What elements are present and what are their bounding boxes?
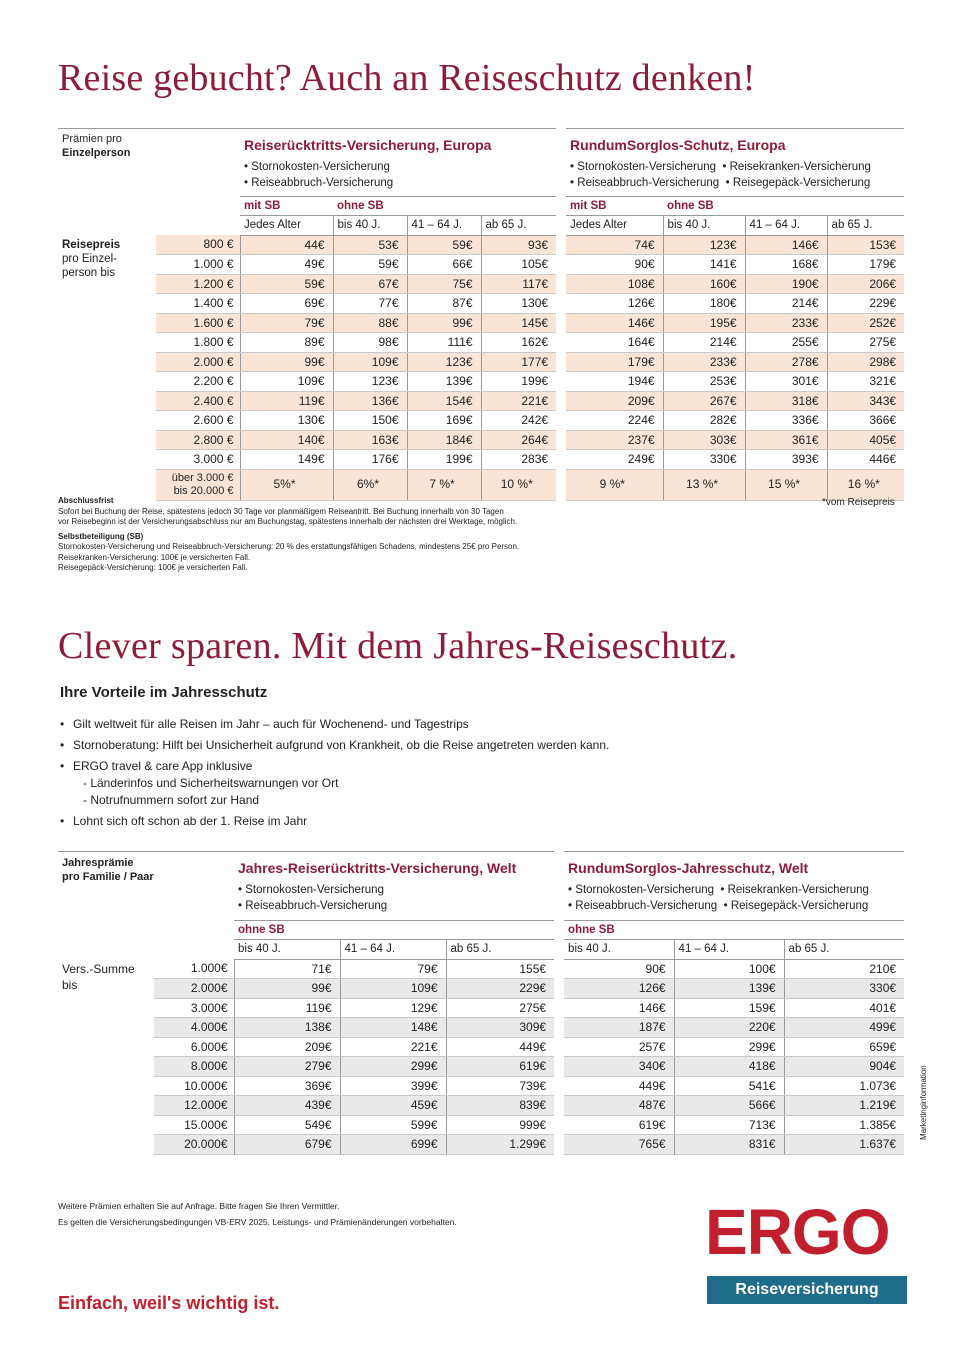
price-cell: 242€ <box>481 411 556 431</box>
insured-sum: 4.000€ <box>154 1018 234 1038</box>
ohne-sb-label: ohne SB <box>234 920 554 940</box>
insured-sum: 15.000€ <box>154 1115 234 1135</box>
price-cell: 145€ <box>481 313 556 333</box>
price-cell: 49€ <box>240 255 333 275</box>
age-3-b: ab 65 J. <box>784 940 904 960</box>
price-cell: 418€ <box>674 1057 784 1077</box>
insured-sum: 20.000€ <box>154 1135 234 1155</box>
list-item: • ERGO travel & care App inklusive - Länderinfos und Sicherheitswarnungen vor Ort - Notrufnummern sofort zur Hand <box>60 758 609 809</box>
age-2-b: 41 – 64 J. <box>745 216 827 236</box>
price-cell: 599€ <box>340 1115 446 1135</box>
price-cell: 123€ <box>333 372 407 392</box>
price-cell: 340€ <box>564 1057 674 1077</box>
travel-price: 800 € <box>156 235 240 255</box>
table-row <box>58 391 904 411</box>
annual-insurance-table <box>58 851 904 1155</box>
price-cell: 93€ <box>481 235 556 255</box>
advantages-list <box>60 716 609 834</box>
insured-sum: 12.000€ <box>154 1096 234 1116</box>
price-cell: 9 %* <box>566 469 663 500</box>
table-row <box>58 1115 904 1135</box>
annual-product-a-title: Jahres-Reiserücktritts-Versicherung, Welt <box>234 852 554 883</box>
table-row <box>58 313 904 333</box>
price-cell: 499€ <box>784 1018 904 1038</box>
price-cell: 130€ <box>240 411 333 431</box>
table-row <box>58 959 904 979</box>
price-cell: 123€ <box>407 352 481 372</box>
price-cell: 369€ <box>234 1076 340 1096</box>
travel-price: 2.600 € <box>156 411 240 431</box>
price-cell: 155€ <box>446 959 554 979</box>
price-cell: 264€ <box>481 430 556 450</box>
table-row <box>58 1057 904 1077</box>
insured-sum: 2.000€ <box>154 979 234 999</box>
price-cell: 100€ <box>674 959 784 979</box>
price-cell: 148€ <box>340 1018 446 1038</box>
age-1: bis 40 J. <box>234 940 340 960</box>
price-cell: 321€ <box>827 372 904 392</box>
age-3-b: ab 65 J. <box>827 216 904 236</box>
price-cell: 89€ <box>240 333 333 353</box>
price-cell: 206€ <box>827 274 904 294</box>
table-row <box>58 998 904 1018</box>
price-cell: 146€ <box>564 998 674 1018</box>
side-marketing-text: Marketinginformation <box>919 1065 928 1140</box>
price-cell: 459€ <box>340 1096 446 1116</box>
price-cell: 309€ <box>446 1018 554 1038</box>
price-cell: 179€ <box>566 352 663 372</box>
price-cell: 154€ <box>407 391 481 411</box>
price-cell: 184€ <box>407 430 481 450</box>
price-cell: 90€ <box>566 255 663 275</box>
age-1: bis 40 J. <box>333 216 407 236</box>
annual-product-b-bullets: • Stornokosten-Versicherung • Reisekranken-Versicherung • Reiseabbruch-Versicherung • Reisegepäck-Versicherung <box>568 884 869 913</box>
table-row <box>58 1037 904 1057</box>
mit-sb-label-b: mit SB <box>566 196 663 216</box>
price-cell: 904€ <box>784 1057 904 1077</box>
price-cell: 255€ <box>745 333 827 353</box>
age-3: ab 65 J. <box>446 940 554 960</box>
price-cell: 168€ <box>745 255 827 275</box>
advantages-title: Ihre Vorteile im Jahresschutz <box>60 684 268 701</box>
product-a-title: Reiserücktritts-Versicherung, Europa <box>240 129 556 159</box>
annual-product-a-bullets: • Stornokosten-Versicherung • Reiseabbruch-Versicherung <box>238 884 388 913</box>
mit-sb-label: mit SB <box>240 196 333 216</box>
price-cell: 330€ <box>784 979 904 999</box>
price-cell: 6%* <box>333 469 407 500</box>
price-cell: 66€ <box>407 255 481 275</box>
price-cell: 71€ <box>234 959 340 979</box>
list-item: • Lohnt sich oft schon ab der 1. Reise im Jahr <box>60 813 609 830</box>
logo-subtitle: Reiseversicherung <box>707 1276 907 1304</box>
price-cell: 233€ <box>663 352 745 372</box>
price-cell: 1.073€ <box>784 1076 904 1096</box>
travel-price: 1.000 € <box>156 255 240 275</box>
premium-label: Prämien pro Einzelperson <box>58 129 240 197</box>
price-cell: 105€ <box>481 255 556 275</box>
price-cell: 111€ <box>407 333 481 353</box>
price-cell: 299€ <box>340 1057 446 1077</box>
price-cell: 214€ <box>663 333 745 353</box>
table-row <box>58 372 904 392</box>
age-any: Jedes Alter <box>240 216 333 236</box>
travel-price: 1.600 € <box>156 313 240 333</box>
price-cell: 283€ <box>481 450 556 470</box>
price-cell: 1.637€ <box>784 1135 904 1155</box>
price-cell: 99€ <box>407 313 481 333</box>
price-cell: 282€ <box>663 411 745 431</box>
price-cell: 298€ <box>827 352 904 372</box>
price-cell: 59€ <box>240 274 333 294</box>
price-cell: 210€ <box>784 959 904 979</box>
price-cell: 159€ <box>674 998 784 1018</box>
price-cell: 361€ <box>745 430 827 450</box>
section1-title: Reise gebucht? Auch an Reiseschutz denken! <box>58 57 756 99</box>
price-cell: 169€ <box>407 411 481 431</box>
price-cell: 253€ <box>663 372 745 392</box>
price-cell: 126€ <box>566 294 663 314</box>
price-cell: 446€ <box>827 450 904 470</box>
price-cell: 146€ <box>566 313 663 333</box>
travel-insurance-table <box>58 128 904 501</box>
price-cell: 1.385€ <box>784 1115 904 1135</box>
table-row <box>58 333 904 353</box>
price-range-label: über 3.000 € bis 20.000 € <box>156 469 240 500</box>
footer-line1: Weitere Prämien erhalten Sie auf Anfrage. Bitte fragen Sie Ihren Vermittler. <box>58 1201 340 1211</box>
table-row <box>58 274 904 294</box>
price-cell: 123€ <box>663 235 745 255</box>
price-cell: 7 %* <box>407 469 481 500</box>
price-cell: 141€ <box>663 255 745 275</box>
row-label: Reisepreis pro Einzel- person bis <box>62 239 121 279</box>
price-cell: 439€ <box>234 1096 340 1116</box>
price-cell: 180€ <box>663 294 745 314</box>
price-cell: 195€ <box>663 313 745 333</box>
product-a-bullets: • Stornokosten-Versicherung • Reiseabbruch-Versicherung <box>244 160 394 189</box>
list-item: • Stornoberatung: Hilft bei Unsicherheit aufgrund von Krankheit, ob die Reise angetreten werden kann. <box>60 737 609 754</box>
price-cell: 401€ <box>784 998 904 1018</box>
price-cell: 67€ <box>333 274 407 294</box>
table-row <box>58 411 904 431</box>
price-cell: 136€ <box>333 391 407 411</box>
price-cell: 87€ <box>407 294 481 314</box>
price-cell: 278€ <box>745 352 827 372</box>
price-cell: 162€ <box>481 333 556 353</box>
travel-price: 2.400 € <box>156 391 240 411</box>
price-cell: 13 %* <box>663 469 745 500</box>
price-cell: 90€ <box>564 959 674 979</box>
price-cell: 74€ <box>566 235 663 255</box>
price-cell: 164€ <box>566 333 663 353</box>
price-cell: 119€ <box>240 391 333 411</box>
sum-label: Vers.-Summe bis <box>62 962 135 992</box>
table-row <box>58 294 904 314</box>
price-cell: 209€ <box>566 391 663 411</box>
table-row <box>58 1076 904 1096</box>
travel-price: 1.800 € <box>156 333 240 353</box>
price-cell: 393€ <box>745 450 827 470</box>
price-cell: 249€ <box>566 450 663 470</box>
price-cell: 117€ <box>481 274 556 294</box>
price-cell: 831€ <box>674 1135 784 1155</box>
price-cell: 336€ <box>745 411 827 431</box>
price-cell: 301€ <box>745 372 827 392</box>
price-cell: 59€ <box>407 235 481 255</box>
price-cell: 10 %* <box>481 469 556 500</box>
price-cell: 139€ <box>407 372 481 392</box>
slogan: Einfach, weil's wichtig ist. <box>58 1293 280 1313</box>
price-cell: 214€ <box>745 294 827 314</box>
price-cell: 267€ <box>663 391 745 411</box>
price-cell: 129€ <box>340 998 446 1018</box>
insured-sum: 3.000€ <box>154 998 234 1018</box>
price-cell: 399€ <box>340 1076 446 1096</box>
price-cell: 99€ <box>240 352 333 372</box>
insured-sum: 10.000€ <box>154 1076 234 1096</box>
insured-sum: 1.000€ <box>154 959 234 979</box>
insured-sum: 8.000€ <box>154 1057 234 1077</box>
price-cell: 449€ <box>564 1076 674 1096</box>
price-cell: 487€ <box>564 1096 674 1116</box>
ergo-logo: ERGO <box>705 1196 890 1268</box>
age-2: 41 – 64 J. <box>340 940 446 960</box>
price-cell: 15 %* <box>745 469 827 500</box>
price-cell: 160€ <box>663 274 745 294</box>
price-cell: 275€ <box>827 333 904 353</box>
price-cell: 53€ <box>333 235 407 255</box>
travel-price: 1.200 € <box>156 274 240 294</box>
price-cell: 190€ <box>745 274 827 294</box>
price-cell: 209€ <box>234 1037 340 1057</box>
price-cell: 44€ <box>240 235 333 255</box>
price-cell: 126€ <box>564 979 674 999</box>
table-row <box>58 450 904 470</box>
price-cell: 79€ <box>240 313 333 333</box>
product-b-bullets: • Stornokosten-Versicherung • Reisekranken-Versicherung • Reiseabbruch-Versicherung • Reisegepäck-Versicherung <box>570 160 871 189</box>
price-cell: 765€ <box>564 1135 674 1155</box>
ohne-sb-label-b: ohne SB <box>663 196 904 216</box>
price-cell: 163€ <box>333 430 407 450</box>
insured-sum: 6.000€ <box>154 1037 234 1057</box>
table-row <box>58 430 904 450</box>
price-cell: 109€ <box>340 979 446 999</box>
price-cell: 75€ <box>407 274 481 294</box>
travel-price: 2.200 € <box>156 372 240 392</box>
table-row <box>58 1018 904 1038</box>
travel-price: 2.000 € <box>156 352 240 372</box>
price-cell: 139€ <box>674 979 784 999</box>
age-1-b: bis 40 J. <box>663 216 745 236</box>
price-cell: 79€ <box>340 959 446 979</box>
age-2: 41 – 64 J. <box>407 216 481 236</box>
price-cell: 252€ <box>827 313 904 333</box>
price-cell: 366€ <box>827 411 904 431</box>
annual-premium-label: Jahresprämie pro Familie / Paar <box>58 852 234 921</box>
price-cell: 699€ <box>340 1135 446 1155</box>
table-row <box>58 1096 904 1116</box>
price-cell: 221€ <box>481 391 556 411</box>
price-cell: 130€ <box>481 294 556 314</box>
age-2-b: 41 – 64 J. <box>674 940 784 960</box>
price-cell: 59€ <box>333 255 407 275</box>
price-cell: 229€ <box>446 979 554 999</box>
price-cell: 5%* <box>240 469 333 500</box>
list-item: • Gilt weltweit für alle Reisen im Jahr – auch für Wochenend- und Tagestrips <box>60 716 609 733</box>
price-cell: 140€ <box>240 430 333 450</box>
product-b-title: RundumSorglos-Schutz, Europa <box>566 129 904 159</box>
price-cell: 279€ <box>234 1057 340 1077</box>
price-cell: 77€ <box>333 294 407 314</box>
price-cell: 999€ <box>446 1115 554 1135</box>
price-cell: 229€ <box>827 294 904 314</box>
price-cell: 69€ <box>240 294 333 314</box>
price-cell: 299€ <box>674 1037 784 1057</box>
price-cell: 224€ <box>566 411 663 431</box>
price-cell: 199€ <box>407 450 481 470</box>
price-cell: 199€ <box>481 372 556 392</box>
price-cell: 150€ <box>333 411 407 431</box>
price-cell: 233€ <box>745 313 827 333</box>
section2-title: Clever sparen. Mit dem Jahres-Reiseschutz. <box>58 625 738 667</box>
price-cell: 221€ <box>340 1037 446 1057</box>
price-cell: 330€ <box>663 450 745 470</box>
price-cell: 99€ <box>234 979 340 999</box>
age-1-b: bis 40 J. <box>564 940 674 960</box>
travel-price: 2.800 € <box>156 430 240 450</box>
price-cell: 98€ <box>333 333 407 353</box>
age-any-b: Jedes Alter <box>566 216 663 236</box>
price-cell: 194€ <box>566 372 663 392</box>
price-cell: 119€ <box>234 998 340 1018</box>
price-cell: 88€ <box>333 313 407 333</box>
age-3: ab 65 J. <box>481 216 556 236</box>
price-cell: 1.219€ <box>784 1096 904 1116</box>
price-cell: 549€ <box>234 1115 340 1135</box>
price-cell: 679€ <box>234 1135 340 1155</box>
price-cell: 109€ <box>333 352 407 372</box>
price-cell: 177€ <box>481 352 556 372</box>
price-cell: 566€ <box>674 1096 784 1116</box>
price-cell: 739€ <box>446 1076 554 1096</box>
table-row <box>58 235 904 255</box>
price-cell: 619€ <box>564 1115 674 1135</box>
ohne-sb-label-b: ohne SB <box>564 920 904 940</box>
price-cell: 153€ <box>827 235 904 255</box>
price-cell: 109€ <box>240 372 333 392</box>
ohne-sb-label: ohne SB <box>333 196 556 216</box>
price-cell: 449€ <box>446 1037 554 1057</box>
price-cell: 257€ <box>564 1037 674 1057</box>
notes: Abschlussfrist Sofort bei Buchung der Reise, spätestens jedoch 30 Tage vor planmäßigem Reiseantritt. Bei Buchung innerhalb von 30 Tagen vor Reisebeginn ist der Versicherungsabschluss nur am Buchungstag, spätestens innerhalb der nächsten drei Werktage, möglich. Selbstbeteiligung (SB) Stornokosten-Versicherung und Reiseabbruch-Versicherung: 20 % des erstattungsfähigen Schadens, mindestens 25€ pro Person. Reisekranken-Versicherung: 100€ je versicherten Fall. Reisegepäck-Versicherung: 100€ je versicherten Fall. <box>58 496 520 572</box>
table-row <box>58 979 904 999</box>
price-cell: 220€ <box>674 1018 784 1038</box>
price-cell: 237€ <box>566 430 663 450</box>
annual-product-b-title: RundumSorglos-Jahresschutz, Welt <box>564 852 904 883</box>
table-row <box>58 352 904 372</box>
price-cell: 275€ <box>446 998 554 1018</box>
price-cell: 619€ <box>446 1057 554 1077</box>
price-cell: 176€ <box>333 450 407 470</box>
footer-line2: Es gelten die Versicherungsbedingungen VB-ERV 2025. Leistungs- und Prämienänderungen vorbehalten. <box>58 1217 457 1227</box>
price-cell: 303€ <box>663 430 745 450</box>
price-cell: 179€ <box>827 255 904 275</box>
footnote: *vom Reisepreis <box>822 497 895 508</box>
price-cell: 146€ <box>745 235 827 255</box>
price-cell: 541€ <box>674 1076 784 1096</box>
table-row <box>58 1135 904 1155</box>
price-cell: 318€ <box>745 391 827 411</box>
price-cell: 108€ <box>566 274 663 294</box>
price-cell: 1.299€ <box>446 1135 554 1155</box>
price-cell: 343€ <box>827 391 904 411</box>
price-cell: 405€ <box>827 430 904 450</box>
price-cell: 138€ <box>234 1018 340 1038</box>
price-cell: 187€ <box>564 1018 674 1038</box>
table-row <box>58 255 904 275</box>
travel-price: 1.400 € <box>156 294 240 314</box>
price-cell: 659€ <box>784 1037 904 1057</box>
price-cell: 149€ <box>240 450 333 470</box>
price-cell: 16 %* <box>827 469 904 500</box>
travel-price: 3.000 € <box>156 450 240 470</box>
price-cell: 839€ <box>446 1096 554 1116</box>
price-cell: 713€ <box>674 1115 784 1135</box>
